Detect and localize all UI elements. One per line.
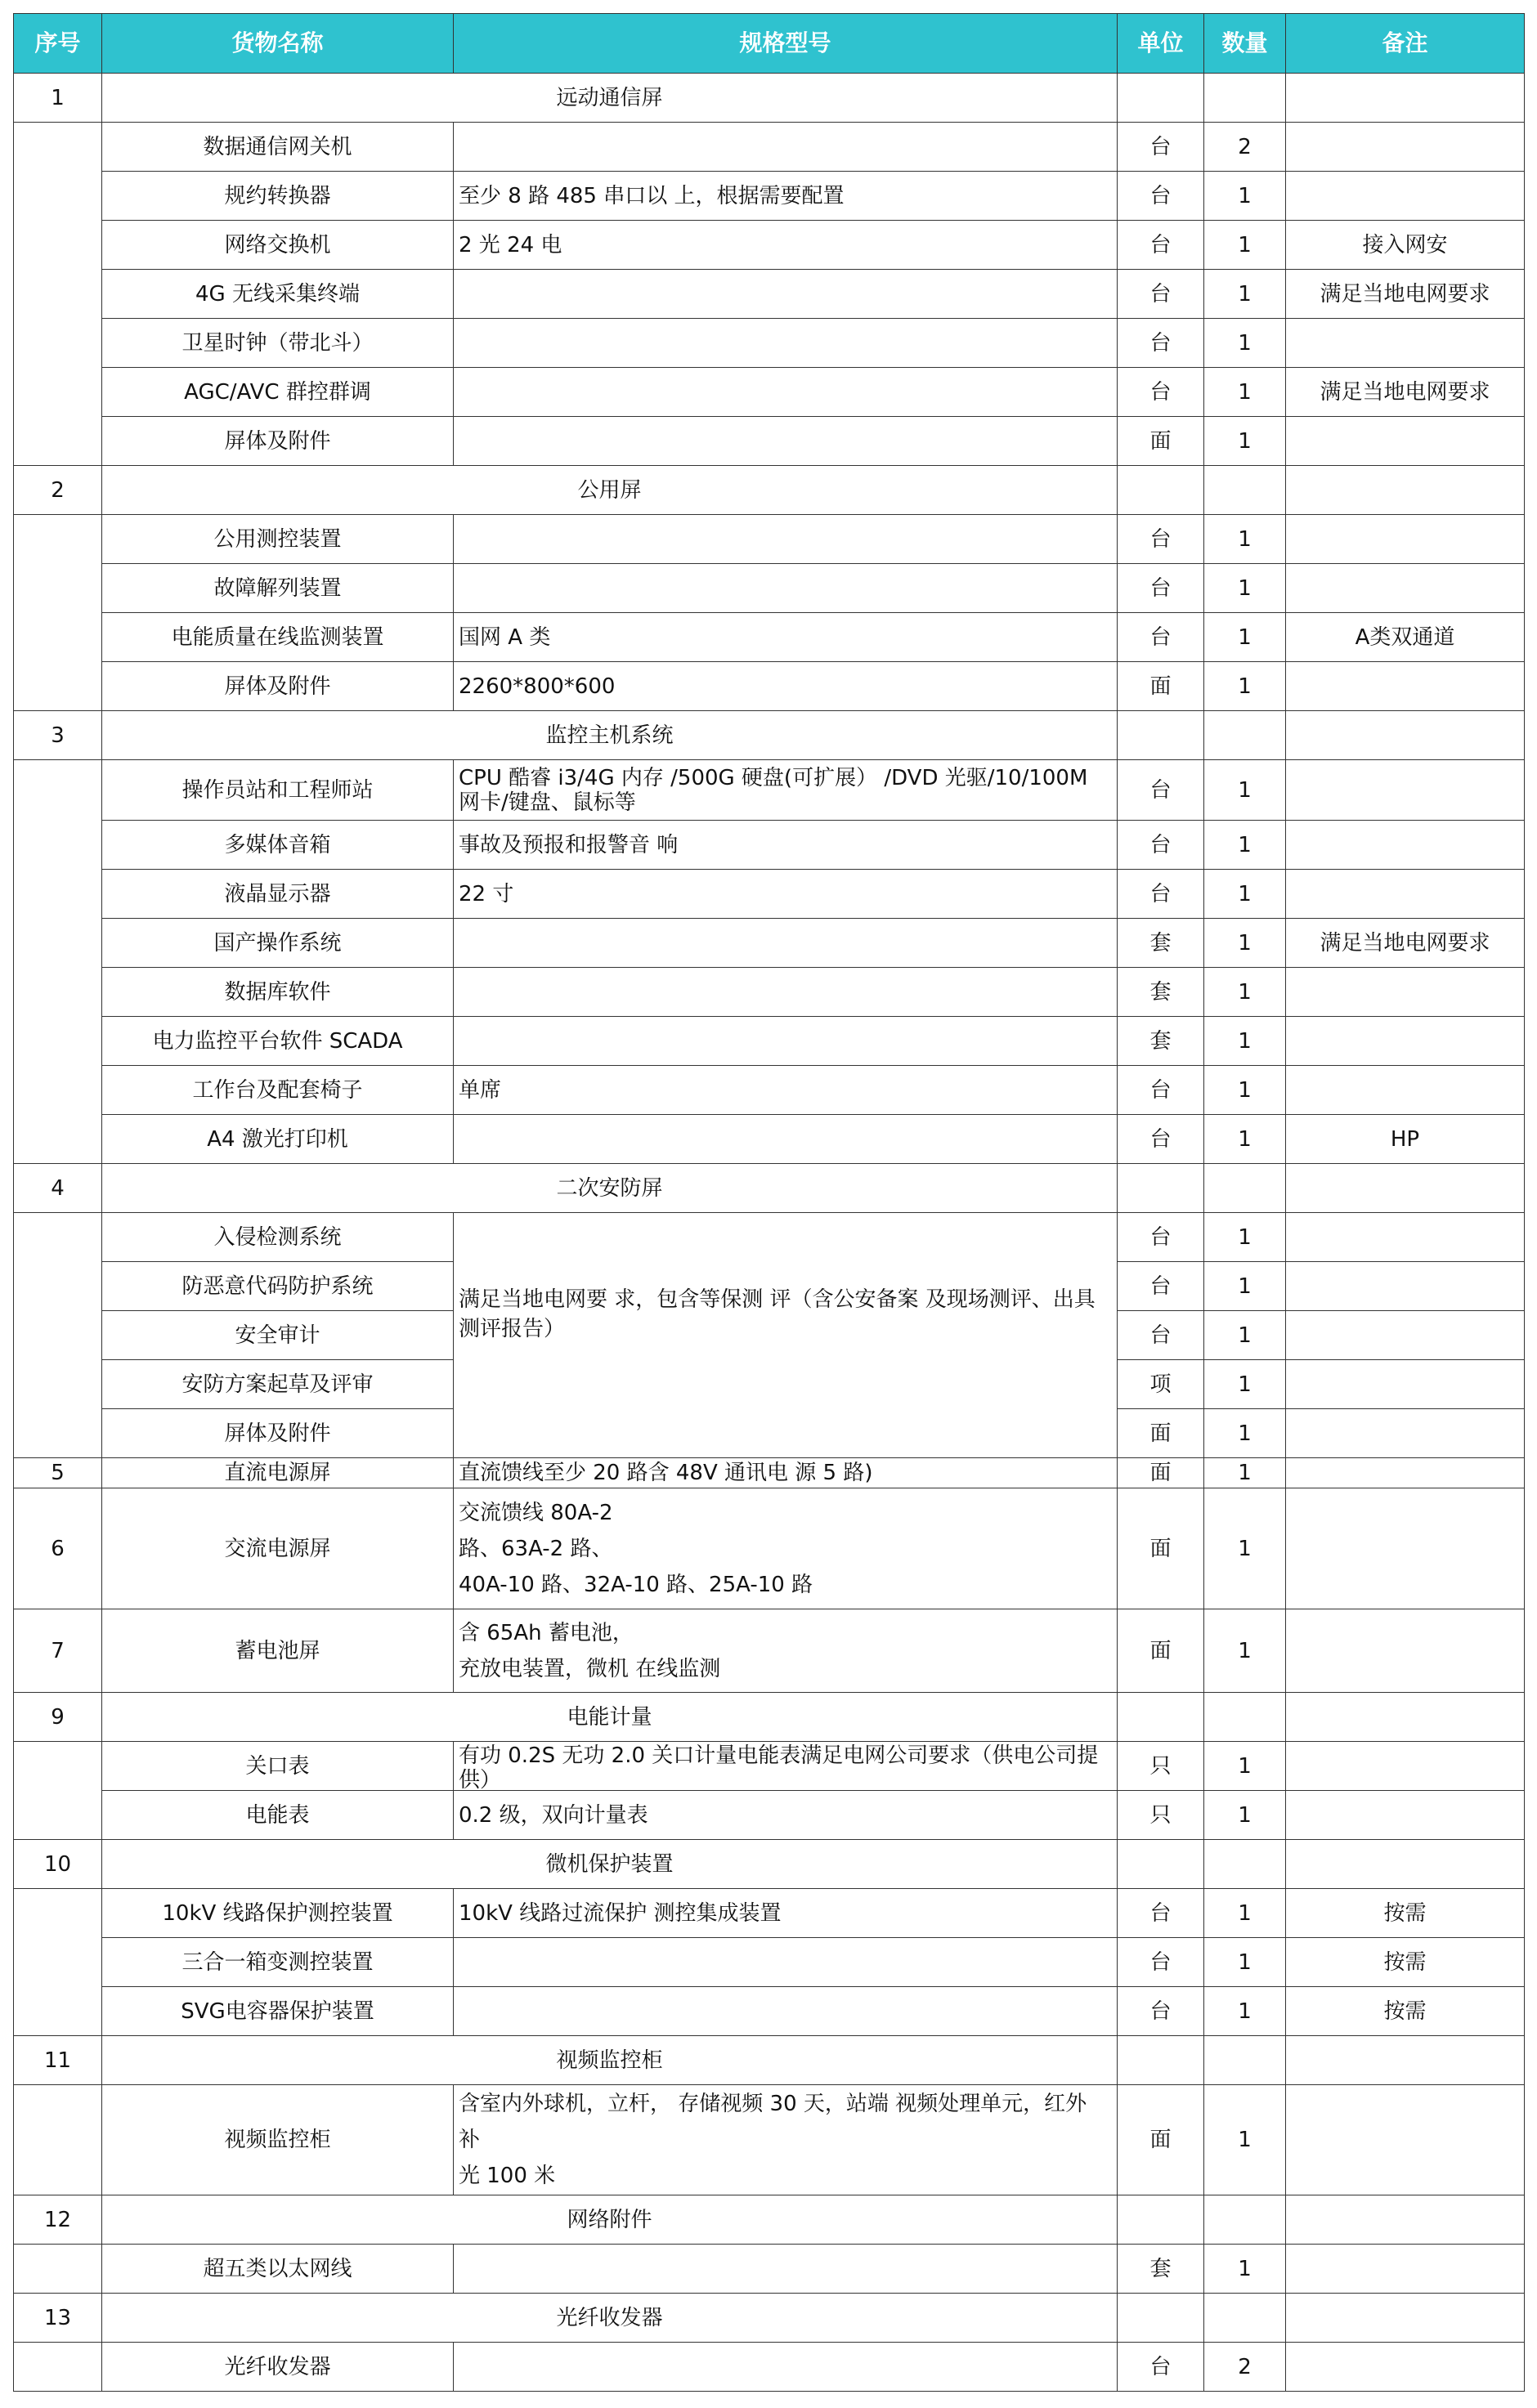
item-unit: 台 bbox=[1118, 1889, 1204, 1938]
item-note bbox=[1286, 1017, 1525, 1066]
item-unit: 面 bbox=[1118, 417, 1204, 466]
item-qty: 1 bbox=[1204, 760, 1286, 821]
item-spec bbox=[454, 1488, 1118, 1609]
item-name: AGC/AVC 群控群调 bbox=[102, 368, 454, 417]
item-unit: 只 bbox=[1118, 1742, 1204, 1791]
item-unit: 套 bbox=[1118, 968, 1204, 1017]
section-row bbox=[14, 1840, 1525, 1889]
empty-cell bbox=[1118, 2294, 1204, 2343]
item-note: A类双通道 bbox=[1286, 613, 1525, 662]
item-qty: 1 bbox=[1204, 417, 1286, 466]
item-unit: 套 bbox=[1118, 919, 1204, 968]
row-no: 7 bbox=[14, 1609, 102, 1693]
item-name: 电能表 bbox=[102, 1791, 454, 1840]
item-unit: 套 bbox=[1118, 1017, 1204, 1066]
item-qty: 1 bbox=[1204, 564, 1286, 613]
section-no: 1 bbox=[14, 74, 102, 123]
item-name: 入侵检测系统 bbox=[102, 1213, 454, 1262]
table-row bbox=[14, 760, 1525, 821]
item-spec: 至少 8 路 485 串口以 上，根据需要配置 bbox=[454, 172, 1118, 221]
item-note bbox=[1286, 417, 1525, 466]
item-note bbox=[1286, 123, 1525, 172]
item-note bbox=[1286, 172, 1525, 221]
section-row bbox=[14, 2294, 1525, 2343]
table-row bbox=[14, 1488, 1525, 1609]
section-title: 电能计量 bbox=[102, 1693, 1118, 1742]
empty-cell bbox=[1286, 1840, 1525, 1889]
item-unit: 面 bbox=[1118, 1609, 1204, 1693]
item-qty: 1 bbox=[1204, 968, 1286, 1017]
item-qty: 1 bbox=[1204, 1115, 1286, 1164]
table-row bbox=[14, 417, 1525, 466]
table-row bbox=[14, 221, 1525, 270]
table-row bbox=[14, 515, 1525, 564]
item-spec bbox=[454, 1115, 1118, 1164]
item-spec: 2 光 24 电 bbox=[454, 221, 1118, 270]
empty-cell bbox=[1204, 2195, 1286, 2245]
item-qty: 1 bbox=[1204, 1017, 1286, 1066]
item-spec bbox=[454, 270, 1118, 319]
empty-cell bbox=[14, 2245, 102, 2294]
item-qty: 1 bbox=[1204, 319, 1286, 368]
item-name: 屏体及附件 bbox=[102, 662, 454, 711]
item-spec bbox=[454, 2343, 1118, 2392]
item-qty: 1 bbox=[1204, 613, 1286, 662]
empty-cell bbox=[14, 760, 102, 1164]
item-name: 超五类以太网线 bbox=[102, 2245, 454, 2294]
item-name: 故障解列装置 bbox=[102, 564, 454, 613]
merged-spec: 满足当地电网要 求，包含等保测 评（含公安备案 及现场测评、出具测评报告） bbox=[454, 1213, 1118, 1458]
empty-cell bbox=[1286, 1164, 1525, 1213]
row-no: 5 bbox=[14, 1458, 102, 1488]
item-name: 卫星时钟（带北斗） bbox=[102, 319, 454, 368]
table-row bbox=[14, 1017, 1525, 1066]
item-qty: 1 bbox=[1204, 1938, 1286, 1987]
item-name: 数据库软件 bbox=[102, 968, 454, 1017]
item-spec bbox=[454, 2245, 1118, 2294]
item-unit: 台 bbox=[1118, 1262, 1204, 1311]
item-spec bbox=[454, 515, 1118, 564]
item-note: HP bbox=[1286, 1115, 1525, 1164]
item-name: 防恶意代码防护系统 bbox=[102, 1262, 454, 1311]
item-qty: 1 bbox=[1204, 1262, 1286, 1311]
item-unit: 套 bbox=[1118, 2245, 1204, 2294]
empty-cell bbox=[1118, 466, 1204, 515]
item-unit: 台 bbox=[1118, 2343, 1204, 2392]
item-name: 工作台及配套椅子 bbox=[102, 1066, 454, 1115]
item-name: 关口表 bbox=[102, 1742, 454, 1791]
item-note bbox=[1286, 1360, 1525, 1409]
table-row bbox=[14, 123, 1525, 172]
item-spec bbox=[454, 1742, 1118, 1791]
item-note bbox=[1286, 2085, 1525, 2195]
item-qty: 1 bbox=[1204, 1488, 1286, 1609]
section-title: 公用屏 bbox=[102, 466, 1118, 515]
item-note: 按需 bbox=[1286, 1987, 1525, 2036]
table-row bbox=[14, 319, 1525, 368]
section-no: 2 bbox=[14, 466, 102, 515]
item-note bbox=[1286, 870, 1525, 919]
item-unit: 面 bbox=[1118, 662, 1204, 711]
empty-cell bbox=[1204, 74, 1286, 123]
header-qty: 数量 bbox=[1204, 14, 1286, 74]
empty-cell bbox=[1204, 466, 1286, 515]
table-row bbox=[14, 1609, 1525, 1693]
item-name: 国产操作系统 bbox=[102, 919, 454, 968]
spec-line: 光 100 米 bbox=[459, 2164, 556, 2188]
item-qty: 1 bbox=[1204, 1791, 1286, 1840]
empty-cell bbox=[14, 1889, 102, 2036]
section-row bbox=[14, 2036, 1525, 2085]
item-spec bbox=[454, 564, 1118, 613]
item-note bbox=[1286, 662, 1525, 711]
table-row bbox=[14, 2085, 1525, 2195]
empty-cell bbox=[1204, 1693, 1286, 1742]
item-note: 接入网安 bbox=[1286, 221, 1525, 270]
section-title: 视频监控柜 bbox=[102, 2036, 1118, 2085]
item-qty: 1 bbox=[1204, 821, 1286, 870]
item-unit: 面 bbox=[1118, 1409, 1204, 1458]
table-row bbox=[14, 172, 1525, 221]
item-name: 交流电源屏 bbox=[102, 1488, 454, 1609]
header-name: 货物名称 bbox=[102, 14, 454, 74]
item-note bbox=[1286, 1262, 1525, 1311]
section-row bbox=[14, 1693, 1525, 1742]
section-row bbox=[14, 466, 1525, 515]
empty-cell bbox=[1118, 74, 1204, 123]
section-no: 4 bbox=[14, 1164, 102, 1213]
item-spec: 0.2 级，双向计量表 bbox=[454, 1791, 1118, 1840]
item-note bbox=[1286, 1409, 1525, 1458]
item-name: 视频监控柜 bbox=[102, 2085, 454, 2195]
item-unit: 台 bbox=[1118, 221, 1204, 270]
section-no: 12 bbox=[14, 2195, 102, 2245]
item-unit: 台 bbox=[1118, 564, 1204, 613]
item-qty: 1 bbox=[1204, 1311, 1286, 1360]
item-note bbox=[1286, 1066, 1525, 1115]
item-name: A4 激光打印机 bbox=[102, 1115, 454, 1164]
empty-cell bbox=[1286, 1693, 1525, 1742]
item-qty: 1 bbox=[1204, 919, 1286, 968]
item-unit: 台 bbox=[1118, 319, 1204, 368]
item-note bbox=[1286, 319, 1525, 368]
section-row bbox=[14, 711, 1525, 760]
item-spec: 直流馈线至少 20 路含 48V 通讯电 源 5 路) bbox=[454, 1458, 1118, 1488]
item-note bbox=[1286, 821, 1525, 870]
section-no: 13 bbox=[14, 2294, 102, 2343]
item-name: 光纤收发器 bbox=[102, 2343, 454, 2392]
item-unit: 面 bbox=[1118, 1488, 1204, 1609]
item-unit: 台 bbox=[1118, 172, 1204, 221]
item-name: 电能质量在线监测装置 bbox=[102, 613, 454, 662]
empty-cell bbox=[1286, 2294, 1525, 2343]
section-title: 二次安防屏 bbox=[102, 1164, 1118, 1213]
item-unit: 项 bbox=[1118, 1360, 1204, 1409]
table-row bbox=[14, 1791, 1525, 1840]
empty-cell bbox=[1204, 2294, 1286, 2343]
empty-cell bbox=[1204, 711, 1286, 760]
empty-cell bbox=[1286, 711, 1525, 760]
empty-cell bbox=[1118, 711, 1204, 760]
item-note: 按需 bbox=[1286, 1938, 1525, 1987]
section-row bbox=[14, 74, 1525, 123]
item-note: 满足当地电网要求 bbox=[1286, 270, 1525, 319]
empty-cell bbox=[1286, 2195, 1525, 2245]
item-note bbox=[1286, 515, 1525, 564]
item-unit: 台 bbox=[1118, 1938, 1204, 1987]
item-note bbox=[1286, 2343, 1525, 2392]
item-qty: 1 bbox=[1204, 1889, 1286, 1938]
table-row bbox=[14, 270, 1525, 319]
item-note bbox=[1286, 1488, 1525, 1609]
item-unit: 台 bbox=[1118, 1213, 1204, 1262]
header-no: 序号 bbox=[14, 14, 102, 74]
table-row bbox=[14, 1987, 1525, 2036]
table-row bbox=[14, 1742, 1525, 1791]
item-spec: 事故及预报和报警音 响 bbox=[454, 821, 1118, 870]
item-name: 操作员站和工程师站 bbox=[102, 760, 454, 821]
item-spec bbox=[454, 1609, 1118, 1693]
item-name: 10kV 线路保护测控装置 bbox=[102, 1889, 454, 1938]
item-spec bbox=[454, 368, 1118, 417]
section-title: 网络附件 bbox=[102, 2195, 1118, 2245]
item-name: 多媒体音箱 bbox=[102, 821, 454, 870]
table-row bbox=[14, 564, 1525, 613]
item-unit: 台 bbox=[1118, 515, 1204, 564]
empty-cell bbox=[14, 1213, 102, 1458]
item-note bbox=[1286, 564, 1525, 613]
table-row bbox=[14, 919, 1525, 968]
item-unit: 台 bbox=[1118, 870, 1204, 919]
item-name: 屏体及附件 bbox=[102, 1409, 454, 1458]
section-row bbox=[14, 2195, 1525, 2245]
table-row bbox=[14, 1213, 1525, 1262]
table-row bbox=[14, 613, 1525, 662]
item-spec bbox=[454, 2085, 1118, 2195]
item-unit: 台 bbox=[1118, 1115, 1204, 1164]
empty-cell bbox=[1204, 2036, 1286, 2085]
item-note: 满足当地电网要求 bbox=[1286, 919, 1525, 968]
item-qty: 1 bbox=[1204, 172, 1286, 221]
item-spec bbox=[454, 968, 1118, 1017]
item-spec: 单席 bbox=[454, 1066, 1118, 1115]
spec-line: 充放电装置，微机 在线监测 bbox=[459, 1656, 721, 1681]
item-qty: 1 bbox=[1204, 1987, 1286, 2036]
table-row bbox=[14, 968, 1525, 1017]
empty-cell bbox=[1286, 466, 1525, 515]
item-qty: 1 bbox=[1204, 2085, 1286, 2195]
item-unit: 台 bbox=[1118, 270, 1204, 319]
empty-cell bbox=[1286, 2036, 1525, 2085]
row-no: 6 bbox=[14, 1488, 102, 1609]
item-note bbox=[1286, 1458, 1525, 1488]
item-spec bbox=[454, 919, 1118, 968]
item-unit: 台 bbox=[1118, 613, 1204, 662]
empty-cell bbox=[1204, 1840, 1286, 1889]
empty-cell bbox=[1118, 1693, 1204, 1742]
empty-cell bbox=[1118, 2036, 1204, 2085]
item-note: 按需 bbox=[1286, 1889, 1525, 1938]
item-spec bbox=[454, 1987, 1118, 2036]
item-qty: 1 bbox=[1204, 2245, 1286, 2294]
item-note bbox=[1286, 968, 1525, 1017]
empty-cell bbox=[14, 123, 102, 466]
item-note: 满足当地电网要求 bbox=[1286, 368, 1525, 417]
section-title: 微机保护装置 bbox=[102, 1840, 1118, 1889]
spec-text: 有功 0.2S 无功 2.0 关口计量电能表满足电网公司要求（供电公司提供） bbox=[459, 1743, 1099, 1789]
item-spec: 10kV 线路过流保护 测控集成装置 bbox=[454, 1889, 1118, 1938]
table-row bbox=[14, 1889, 1525, 1938]
item-name: 屏体及附件 bbox=[102, 417, 454, 466]
empty-cell bbox=[14, 1742, 102, 1840]
item-spec bbox=[454, 319, 1118, 368]
spec-line: 路、63A-2 路、 bbox=[459, 1536, 613, 1561]
header-unit: 单位 bbox=[1118, 14, 1204, 74]
item-name: 电力监控平台软件 SCADA bbox=[102, 1017, 454, 1066]
item-unit: 台 bbox=[1118, 1311, 1204, 1360]
section-title: 光纤收发器 bbox=[102, 2294, 1118, 2343]
section-row bbox=[14, 1164, 1525, 1213]
empty-cell bbox=[14, 2085, 102, 2195]
spec-line: 40A-10 路、32A-10 路、25A-10 路 bbox=[459, 1572, 813, 1597]
table-row bbox=[14, 1115, 1525, 1164]
item-name: 网络交换机 bbox=[102, 221, 454, 270]
item-unit: 面 bbox=[1118, 1458, 1204, 1488]
item-name: 安防方案起草及评审 bbox=[102, 1360, 454, 1409]
table-row bbox=[14, 2245, 1525, 2294]
item-unit: 面 bbox=[1118, 2085, 1204, 2195]
item-name: 公用测控装置 bbox=[102, 515, 454, 564]
item-name: 数据通信网关机 bbox=[102, 123, 454, 172]
section-no: 9 bbox=[14, 1693, 102, 1742]
header-spec: 规格型号 bbox=[454, 14, 1118, 74]
item-note bbox=[1286, 1311, 1525, 1360]
item-qty: 1 bbox=[1204, 1213, 1286, 1262]
item-spec bbox=[454, 1938, 1118, 1987]
empty-cell bbox=[14, 2343, 102, 2392]
item-spec: 国网 A 类 bbox=[454, 613, 1118, 662]
item-qty: 1 bbox=[1204, 270, 1286, 319]
item-name: 三合一箱变测控装置 bbox=[102, 1938, 454, 1987]
empty-cell bbox=[1286, 74, 1525, 123]
item-spec bbox=[454, 1017, 1118, 1066]
item-note bbox=[1286, 2245, 1525, 2294]
item-qty: 1 bbox=[1204, 662, 1286, 711]
item-qty: 2 bbox=[1204, 2343, 1286, 2392]
empty-cell bbox=[1118, 1840, 1204, 1889]
spec-line: 交流馈线 80A-2 bbox=[459, 1500, 613, 1525]
table-row bbox=[14, 1458, 1525, 1488]
item-unit: 台 bbox=[1118, 821, 1204, 870]
item-qty: 1 bbox=[1204, 1360, 1286, 1409]
section-no: 11 bbox=[14, 2036, 102, 2085]
item-note bbox=[1286, 760, 1525, 821]
item-note bbox=[1286, 1213, 1525, 1262]
item-note bbox=[1286, 1791, 1525, 1840]
item-name: SVG电容器保护装置 bbox=[102, 1987, 454, 2036]
goods-table bbox=[13, 13, 1525, 2392]
item-qty: 1 bbox=[1204, 221, 1286, 270]
empty-cell bbox=[1118, 2195, 1204, 2245]
item-qty: 1 bbox=[1204, 1458, 1286, 1488]
item-unit: 台 bbox=[1118, 123, 1204, 172]
item-note bbox=[1286, 1609, 1525, 1693]
item-name: 4G 无线采集终端 bbox=[102, 270, 454, 319]
item-qty: 1 bbox=[1204, 870, 1286, 919]
item-qty: 1 bbox=[1204, 515, 1286, 564]
section-title: 监控主机系统 bbox=[102, 711, 1118, 760]
item-name: 安全审计 bbox=[102, 1311, 454, 1360]
item-unit: 只 bbox=[1118, 1791, 1204, 1840]
item-name: 蓄电池屏 bbox=[102, 1609, 454, 1693]
item-spec: 22 寸 bbox=[454, 870, 1118, 919]
table-row bbox=[14, 662, 1525, 711]
section-no: 3 bbox=[14, 711, 102, 760]
table-row bbox=[14, 2343, 1525, 2392]
item-spec: 2260*800*600 bbox=[454, 662, 1118, 711]
table-row bbox=[14, 821, 1525, 870]
item-name: 液晶显示器 bbox=[102, 870, 454, 919]
item-name: 规约转换器 bbox=[102, 172, 454, 221]
table-row bbox=[14, 368, 1525, 417]
item-qty: 1 bbox=[1204, 1066, 1286, 1115]
item-name: 直流电源屏 bbox=[102, 1458, 454, 1488]
spec-line: 含室内外球机，立杆， 存储视频 30 天，站端 视频处理单元，红外 补 bbox=[459, 2092, 1087, 2152]
item-spec: CPU 酷睿 i3/4G 内存 /500G 硬盘(可扩展） /DVD 光驱/10/100M 网卡/键盘、鼠标等 bbox=[454, 760, 1118, 821]
header-note: 备注 bbox=[1286, 14, 1525, 74]
item-unit: 台 bbox=[1118, 368, 1204, 417]
table-row bbox=[14, 1066, 1525, 1115]
item-unit: 台 bbox=[1118, 760, 1204, 821]
item-qty: 1 bbox=[1204, 368, 1286, 417]
item-unit: 台 bbox=[1118, 1987, 1204, 2036]
section-no: 10 bbox=[14, 1840, 102, 1889]
item-unit: 台 bbox=[1118, 1066, 1204, 1115]
item-qty: 2 bbox=[1204, 123, 1286, 172]
table-row bbox=[14, 1938, 1525, 1987]
item-qty: 1 bbox=[1204, 1742, 1286, 1791]
item-spec bbox=[454, 417, 1118, 466]
section-title: 远动通信屏 bbox=[102, 74, 1118, 123]
item-qty: 1 bbox=[1204, 1409, 1286, 1458]
spec-line: 含 65Ah 蓄电池， bbox=[459, 1620, 634, 1645]
item-note bbox=[1286, 1742, 1525, 1791]
item-qty: 1 bbox=[1204, 1609, 1286, 1693]
table-row bbox=[14, 870, 1525, 919]
header-row bbox=[14, 14, 1525, 74]
item-spec bbox=[454, 123, 1118, 172]
empty-cell bbox=[14, 515, 102, 711]
empty-cell bbox=[1118, 1164, 1204, 1213]
empty-cell bbox=[1204, 1164, 1286, 1213]
